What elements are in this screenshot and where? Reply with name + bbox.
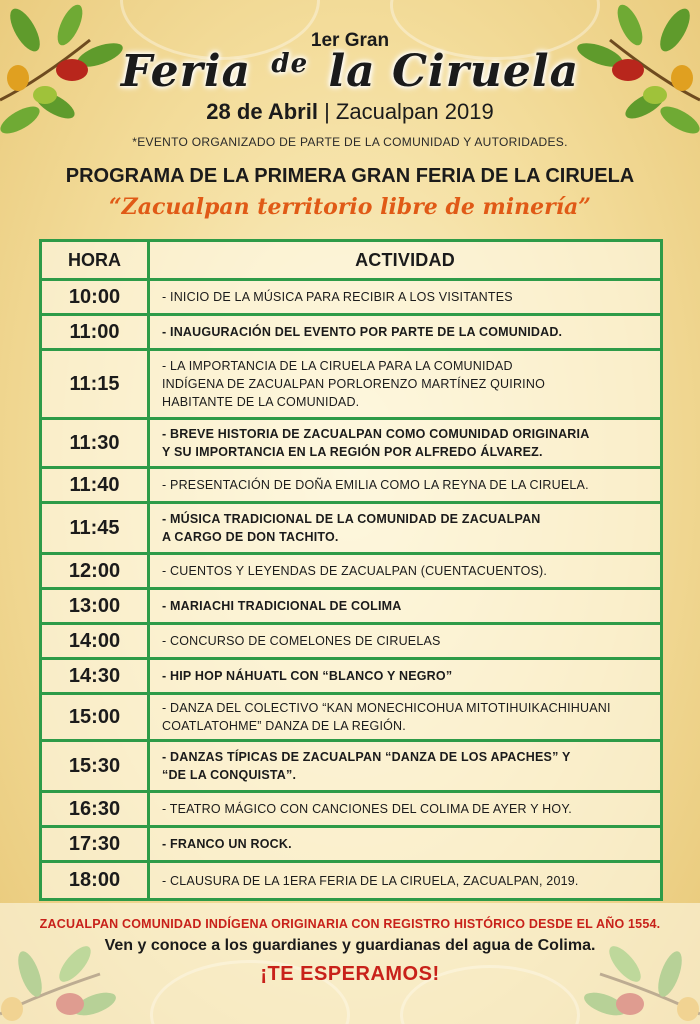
table-row	[42, 504, 660, 555]
row-activity	[150, 695, 660, 742]
activity-line: - MARIACHI TRADICIONAL DE COLIMA	[162, 599, 402, 613]
event-date-place: | Zacualpan 2019	[317, 99, 494, 124]
row-activity	[150, 660, 660, 695]
row-time: 14:30	[42, 660, 150, 695]
row-activity	[150, 793, 660, 828]
activity-line: - BREVE HISTORIA DE ZACUALPAN COMO COMUNIDAD ORIGINARIA	[162, 427, 590, 441]
footer-history-note: ZACUALPAN COMUNIDAD INDÍGENA ORIGINARIA CON REGISTRO HISTÓRICO DESDE EL AÑO 1554.	[39, 917, 661, 931]
table-row	[42, 420, 660, 469]
footer-invitation: Ven y conoce a los guardianes y guardianas del agua de Colima.	[104, 937, 596, 954]
activity-line: - CLAUSURA DE LA 1ERA FERIA DE LA CIRUELA, ZACUALPAN, 2019.	[162, 873, 579, 888]
activity-line: - TEATRO MÁGICO CON CANCIONES DEL COLIMA DE AYER Y HOY.	[162, 802, 572, 816]
row-time: 17:30	[42, 828, 150, 863]
row-activity	[150, 590, 660, 625]
schedule-body	[42, 281, 660, 898]
activity-line: Y SU IMPORTANCIA EN LA REGIÓN POR ALFREDO ÁLVAREZ.	[162, 445, 543, 459]
table-row	[42, 695, 660, 742]
row-time: 11:45	[42, 504, 150, 555]
table-row	[42, 281, 660, 316]
title-part-1: Feria	[120, 46, 252, 97]
row-activity	[150, 863, 660, 898]
pre-title: 1er Gran	[310, 30, 390, 51]
row-activity	[150, 420, 660, 469]
program-title: PROGRAMA DE LA PRIMERA GRAN FERIA DE LA CIRUELA	[65, 165, 635, 187]
row-activity	[150, 469, 660, 504]
event-title	[0, 46, 700, 97]
table-row	[42, 828, 660, 863]
row-time: 10:00	[42, 281, 150, 316]
table-row	[42, 863, 660, 898]
event-date	[0, 99, 700, 125]
row-time: 15:30	[42, 742, 150, 793]
row-time: 13:00	[42, 590, 150, 625]
table-row	[42, 742, 660, 793]
activity-line: A CARGO DE DON TACHITO.	[162, 530, 339, 544]
organizer-note: *EVENTO ORGANIZADO DE PARTE DE LA COMUNIDAD Y AUTORIDADES.	[132, 135, 568, 149]
activity-line: - LA IMPORTANCIA DE LA CIRUELA PARA LA COMUNIDAD	[162, 359, 513, 373]
schedule-table	[39, 239, 663, 901]
header-activity: ACTIVIDAD	[150, 242, 660, 281]
table-row	[42, 590, 660, 625]
activity-line: “DE LA CONQUISTA”.	[162, 768, 297, 782]
table-row	[42, 555, 660, 590]
row-time: 11:00	[42, 316, 150, 351]
row-time: 14:00	[42, 625, 150, 660]
title-part-2: la Ciruela	[328, 46, 580, 97]
program-slogan: “Zacualpan territorio libre de minería”	[109, 194, 591, 220]
row-activity	[150, 281, 660, 316]
activity-line: - HIP HOP NÁHUATL CON “BLANCO Y NEGRO”	[162, 669, 453, 683]
row-activity	[150, 351, 660, 420]
activity-line: - FRANCO UN ROCK.	[162, 837, 292, 851]
table-row	[42, 625, 660, 660]
table-row	[42, 351, 660, 420]
activity-line: - DANZA DEL COLECTIVO “KAN MONECHICOHUA MITOTIHUIKACHIHUANI	[162, 701, 611, 715]
event-date-day: 28 de Abril	[206, 99, 318, 124]
table-row	[42, 316, 660, 351]
row-activity	[150, 504, 660, 555]
row-time: 16:30	[42, 793, 150, 828]
activity-line: INDÍGENA DE ZACUALPAN PORLORENZO MARTÍNEZ QUIRINO	[162, 377, 545, 391]
table-row	[42, 793, 660, 828]
activity-line: COATLATOHME” DANZA DE LA REGIÓN.	[162, 719, 406, 733]
activity-line: - DANZAS TÍPICAS DE ZACUALPAN “DANZA DE LOS APACHES” Y	[162, 750, 571, 764]
activity-line: - INICIO DE LA MÚSICA PARA RECIBIR A LOS VISITANTES	[162, 290, 513, 304]
title-connector: de	[271, 49, 309, 79]
row-activity	[150, 742, 660, 793]
row-time: 12:00	[42, 555, 150, 590]
row-time: 11:30	[42, 420, 150, 469]
activity-line: - INAUGURACIÓN DEL EVENTO POR PARTE DE LA COMUNIDAD.	[162, 325, 563, 339]
table-row	[42, 469, 660, 504]
table-row	[42, 660, 660, 695]
footer-call-to-action: ¡TE ESPERAMOS!	[260, 963, 440, 985]
row-time: 18:00	[42, 863, 150, 898]
activity-line: - MÚSICA TRADICIONAL DE LA COMUNIDAD DE ZACUALPAN	[162, 512, 541, 526]
row-activity	[150, 316, 660, 351]
table-header-row	[42, 242, 660, 281]
row-time: 11:15	[42, 351, 150, 420]
row-activity	[150, 555, 660, 590]
row-activity	[150, 828, 660, 863]
header-time: HORA	[42, 242, 150, 281]
row-activity	[150, 625, 660, 660]
row-time: 15:00	[42, 695, 150, 742]
activity-line: - CUENTOS Y LEYENDAS DE ZACUALPAN (CUENTACUENTOS).	[162, 564, 548, 578]
activity-line: - PRESENTACIÓN DE DOÑA EMILIA COMO LA REYNA DE LA CIRUELA.	[162, 478, 589, 492]
activity-line: HABITANTE DE LA COMUNIDAD.	[162, 395, 360, 409]
row-time: 11:40	[42, 469, 150, 504]
activity-line: - CONCURSO DE COMELONES DE CIRUELAS	[162, 634, 441, 648]
